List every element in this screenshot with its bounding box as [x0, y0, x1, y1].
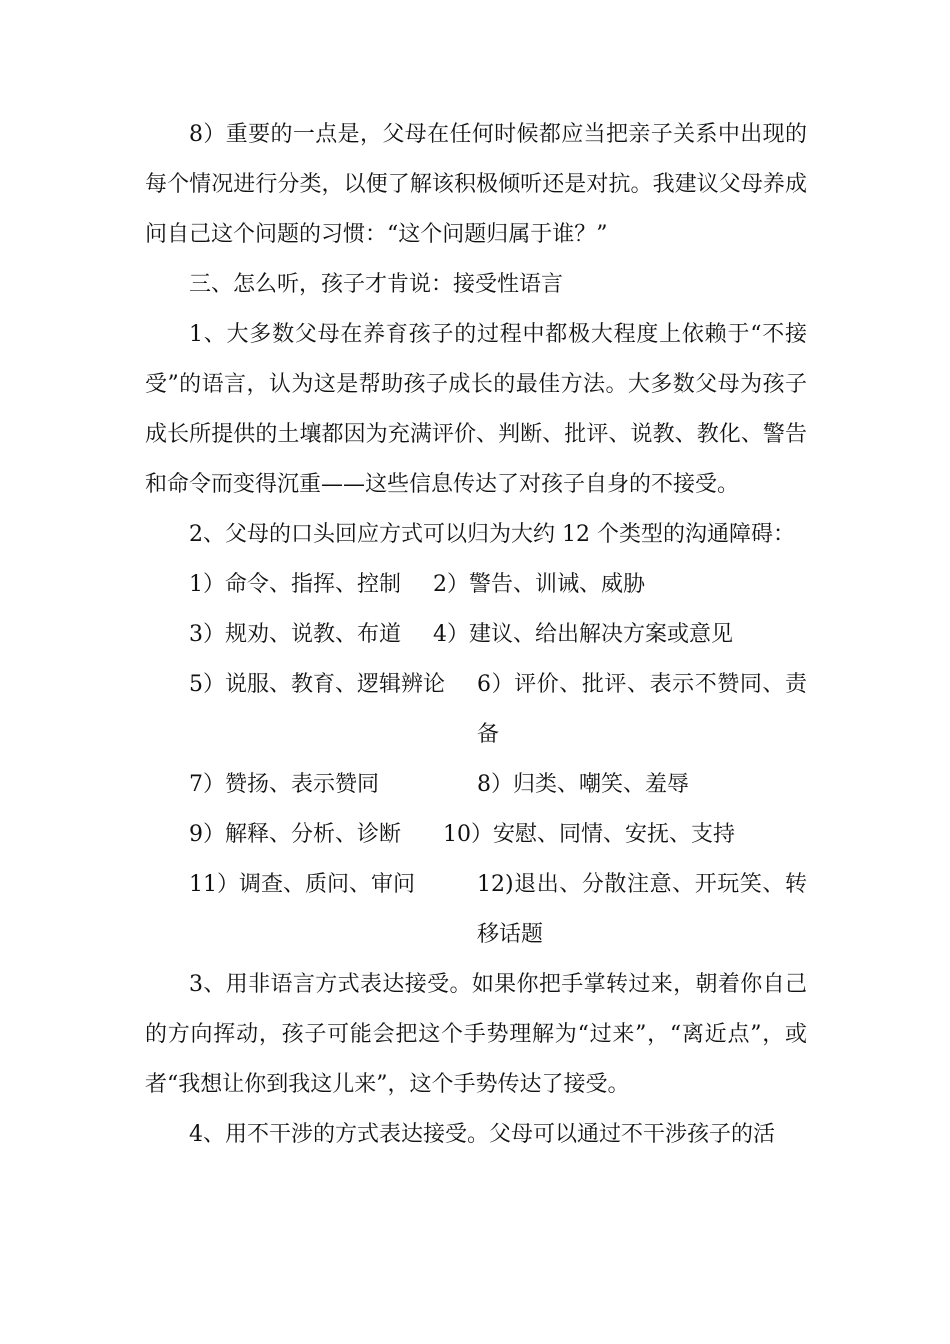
paragraph-4: 4、用不干涉的方式表达接受。父母可以通过不干涉孩子的活	[189, 1122, 775, 1147]
barrier-item-2: 2）警告、训诫、威胁	[433, 572, 645, 597]
barrier-item-9: 9）解释、分析、诊断	[189, 822, 401, 847]
barrier-row-5	[145, 810, 807, 860]
paragraph-1: 1、大多数父母在养育孩子的过程中都极大程度上依赖于“不接受”的语言，认为这是帮助孩子成长的最佳方法。大多数父母为孩子成长所提供的土壤都因为充满评价、判断、批评、说教、教化、警告和命令而变得沉重——这些信息传达了对孩子自身的不接受。	[145, 322, 807, 497]
barrier-row-1	[145, 560, 807, 610]
paragraph-2: 2、父母的口头回应方式可以归为大约 12 个类型的沟通障碍：	[189, 522, 795, 547]
document-body	[145, 110, 807, 1160]
barrier-item-10: 10）安慰、同情、安抚、支持	[443, 822, 735, 847]
barrier-item-6: 6）评价、批评、表示不赞同、责备	[477, 672, 807, 747]
barrier-item-3: 3）规劝、说教、布道	[189, 622, 401, 647]
barrier-item-4: 4）建议、给出解决方案或意见	[433, 622, 733, 647]
paragraph-3: 3、用非语言方式表达接受。如果你把手掌转过来，朝着你自己的方向挥动，孩子可能会把这个手势理解为“过来”，“离近点”，或者“我想让你到我这儿来”，这个手势传达了接受。	[145, 972, 807, 1097]
barrier-row-2	[145, 610, 807, 660]
barrier-item-8: 8）归类、嘲笑、羞辱	[477, 772, 689, 797]
barrier-row-3	[145, 660, 807, 760]
barrier-item-5: 5）说服、教育、逻辑辨论	[189, 672, 445, 697]
barrier-row-4	[145, 760, 807, 810]
paragraph-8: 8）重要的一点是，父母在任何时候都应当把亲子关系中出现的每个情况进行分类，以便了解该积极倾听还是对抗。我建议父母养成问自己这个问题的习惯：“这个问题归属于谁？”	[145, 122, 807, 247]
barrier-item-12: 12)退出、分散注意、开玩笑、转移话题	[477, 872, 807, 947]
barrier-item-11: 11）调查、质问、审问	[189, 872, 415, 897]
section-heading-3: 三、怎么听，孩子才肯说：接受性语言	[189, 272, 564, 297]
barrier-item-1: 1）命令、指挥、控制	[189, 572, 401, 597]
barrier-item-7: 7）赞扬、表示赞同	[189, 772, 379, 797]
barrier-row-6	[145, 860, 807, 960]
